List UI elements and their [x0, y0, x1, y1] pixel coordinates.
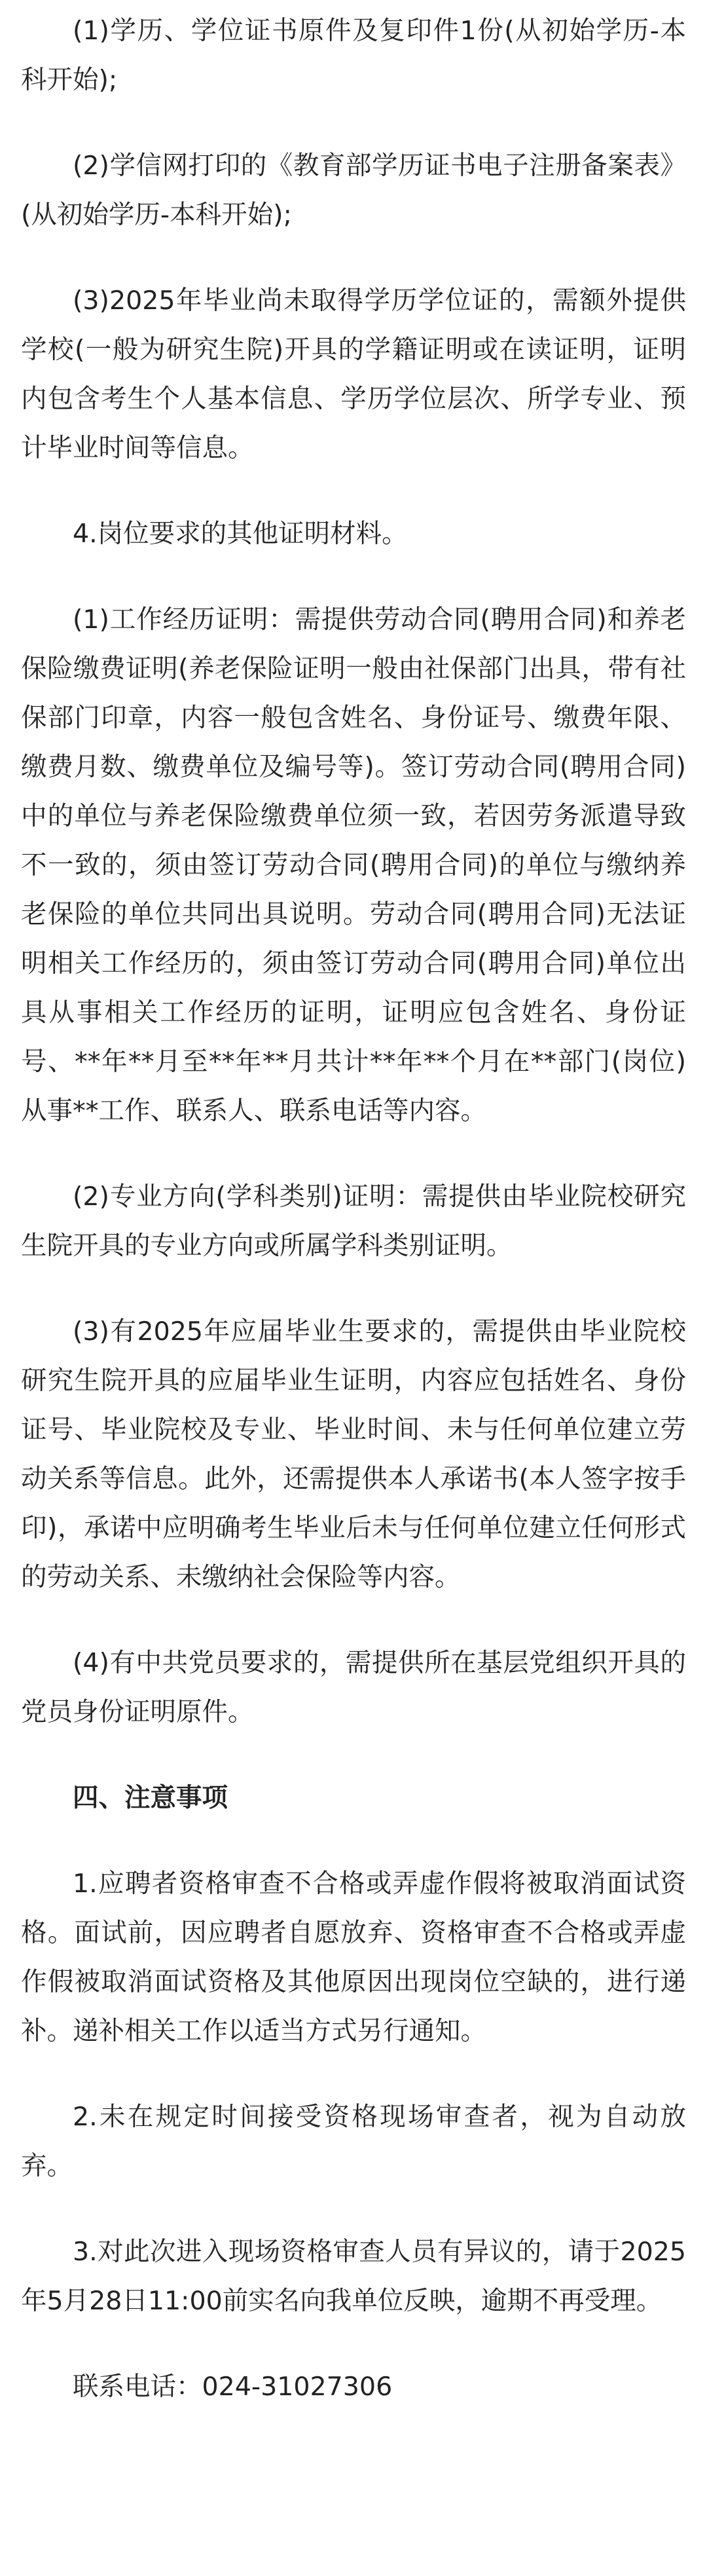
paragraph-education-certificates: (1)学历、学位证书原件及复印件1份(从初始学历-本科开始);: [21, 16, 686, 95]
paragraph-gap: [21, 1737, 686, 1774]
paragraph-gap: [21, 2326, 686, 2362]
paragraph-chsi-record: (2)学信网打印的《教育部学历证书电子注册备案表》(从初始学历-本科开始);: [21, 151, 686, 230]
paragraph-other-materials: 4.岗位要求的其他证明材料。: [73, 519, 408, 549]
paragraph-note-objection: 3.对此次进入现场资格审查人员有异议的，请于2025年5月28日11:00前实名向我单位反映，逾期不再受理。: [21, 2237, 686, 2316]
paragraph-work-experience: (1)工作经历证明：需提供劳动合同(聘用合同)和养老保险缴费证明(养老保险证明一般由社保部门出具，带有社保部门印章，内容一般包含姓名、身份证号、缴费年限、缴费月数、缴费单位及编号等)。签订劳动合同(聘用合同)中的单位与养老保险缴费单位须一致，若因劳务派遣导致不一致的，须由签订劳动合同(聘用合同)的单位与缴纳养老保险的单位共同出具说明。劳动合同(聘用合同)无法证明相关工作经历的，须由签订劳动合同(聘用合同)单位出具从事相关工作经历的证明，证明应包含姓名、身份证号、**年**月至**年**月共计**年**个月在**部门(岗位)从事**工作、联系人、联系电话等内容。: [21, 605, 686, 1126]
paragraph-gap: [21, 2056, 686, 2093]
paragraph-gap: [21, 559, 686, 595]
paragraph-gap: [21, 1823, 686, 1859]
paragraph-major-proof: (2)专业方向(学科类别)证明：需提供由毕业院校研究生院开具的专业方向或所属学科类别证明。: [21, 1182, 686, 1261]
paragraph-enrollment-proof: (3)2025年毕业尚未取得学历学位证的，需额外提供学校(一般为研究生院)开具的学籍证明或在读证明，证明内包含考生个人基本信息、学历学位层次、所学专业、预计毕业时间等信息。: [21, 286, 686, 463]
contact-phone: 联系电话：024-31027306: [73, 2372, 393, 2402]
paragraph-note-absence: 2.未在规定时间接受资格现场审查者，视为自动放弃。: [21, 2102, 686, 2181]
paragraph-graduate-proof: (3)有2025年应届毕业生要求的，需提供由毕业院校研究生院开具的应届毕业生证明，内容应包括姓名、身份证号、毕业院校及专业、毕业时间、未与任何单位建立劳动关系等信息。此外，还需提供本人承诺书(本人签字按手印)，承诺中应明确考生毕业后未与任何单位建立任何形式的劳动关系、未缴纳社会保险等内容。: [21, 1316, 686, 1592]
paragraph-gap: [21, 240, 686, 276]
paragraph-gap: [21, 1602, 686, 1639]
section-heading-notes: 四、注意事项: [73, 1783, 228, 1813]
paragraph-party-member-proof: (4)有中共党员要求的，需提供所在基层党组织开具的党员身份证明原件。: [21, 1648, 686, 1727]
paragraph-gap: [21, 2191, 686, 2228]
paragraph-gap: [21, 473, 686, 510]
paragraph-gap: [21, 1136, 686, 1172]
paragraph-note-disqualification: 1.应聘者资格审查不合格或弄虚作假将被取消面试资格。面试前，因应聘者自愿放弃、资格审查不合格或弄虚作假被取消面试资格及其他原因出现岗位空缺的，进行递补。递补相关工作以适当方式另行通知。: [21, 1869, 686, 2046]
paragraph-gap: [21, 105, 686, 141]
paragraph-gap: [21, 1271, 686, 1307]
